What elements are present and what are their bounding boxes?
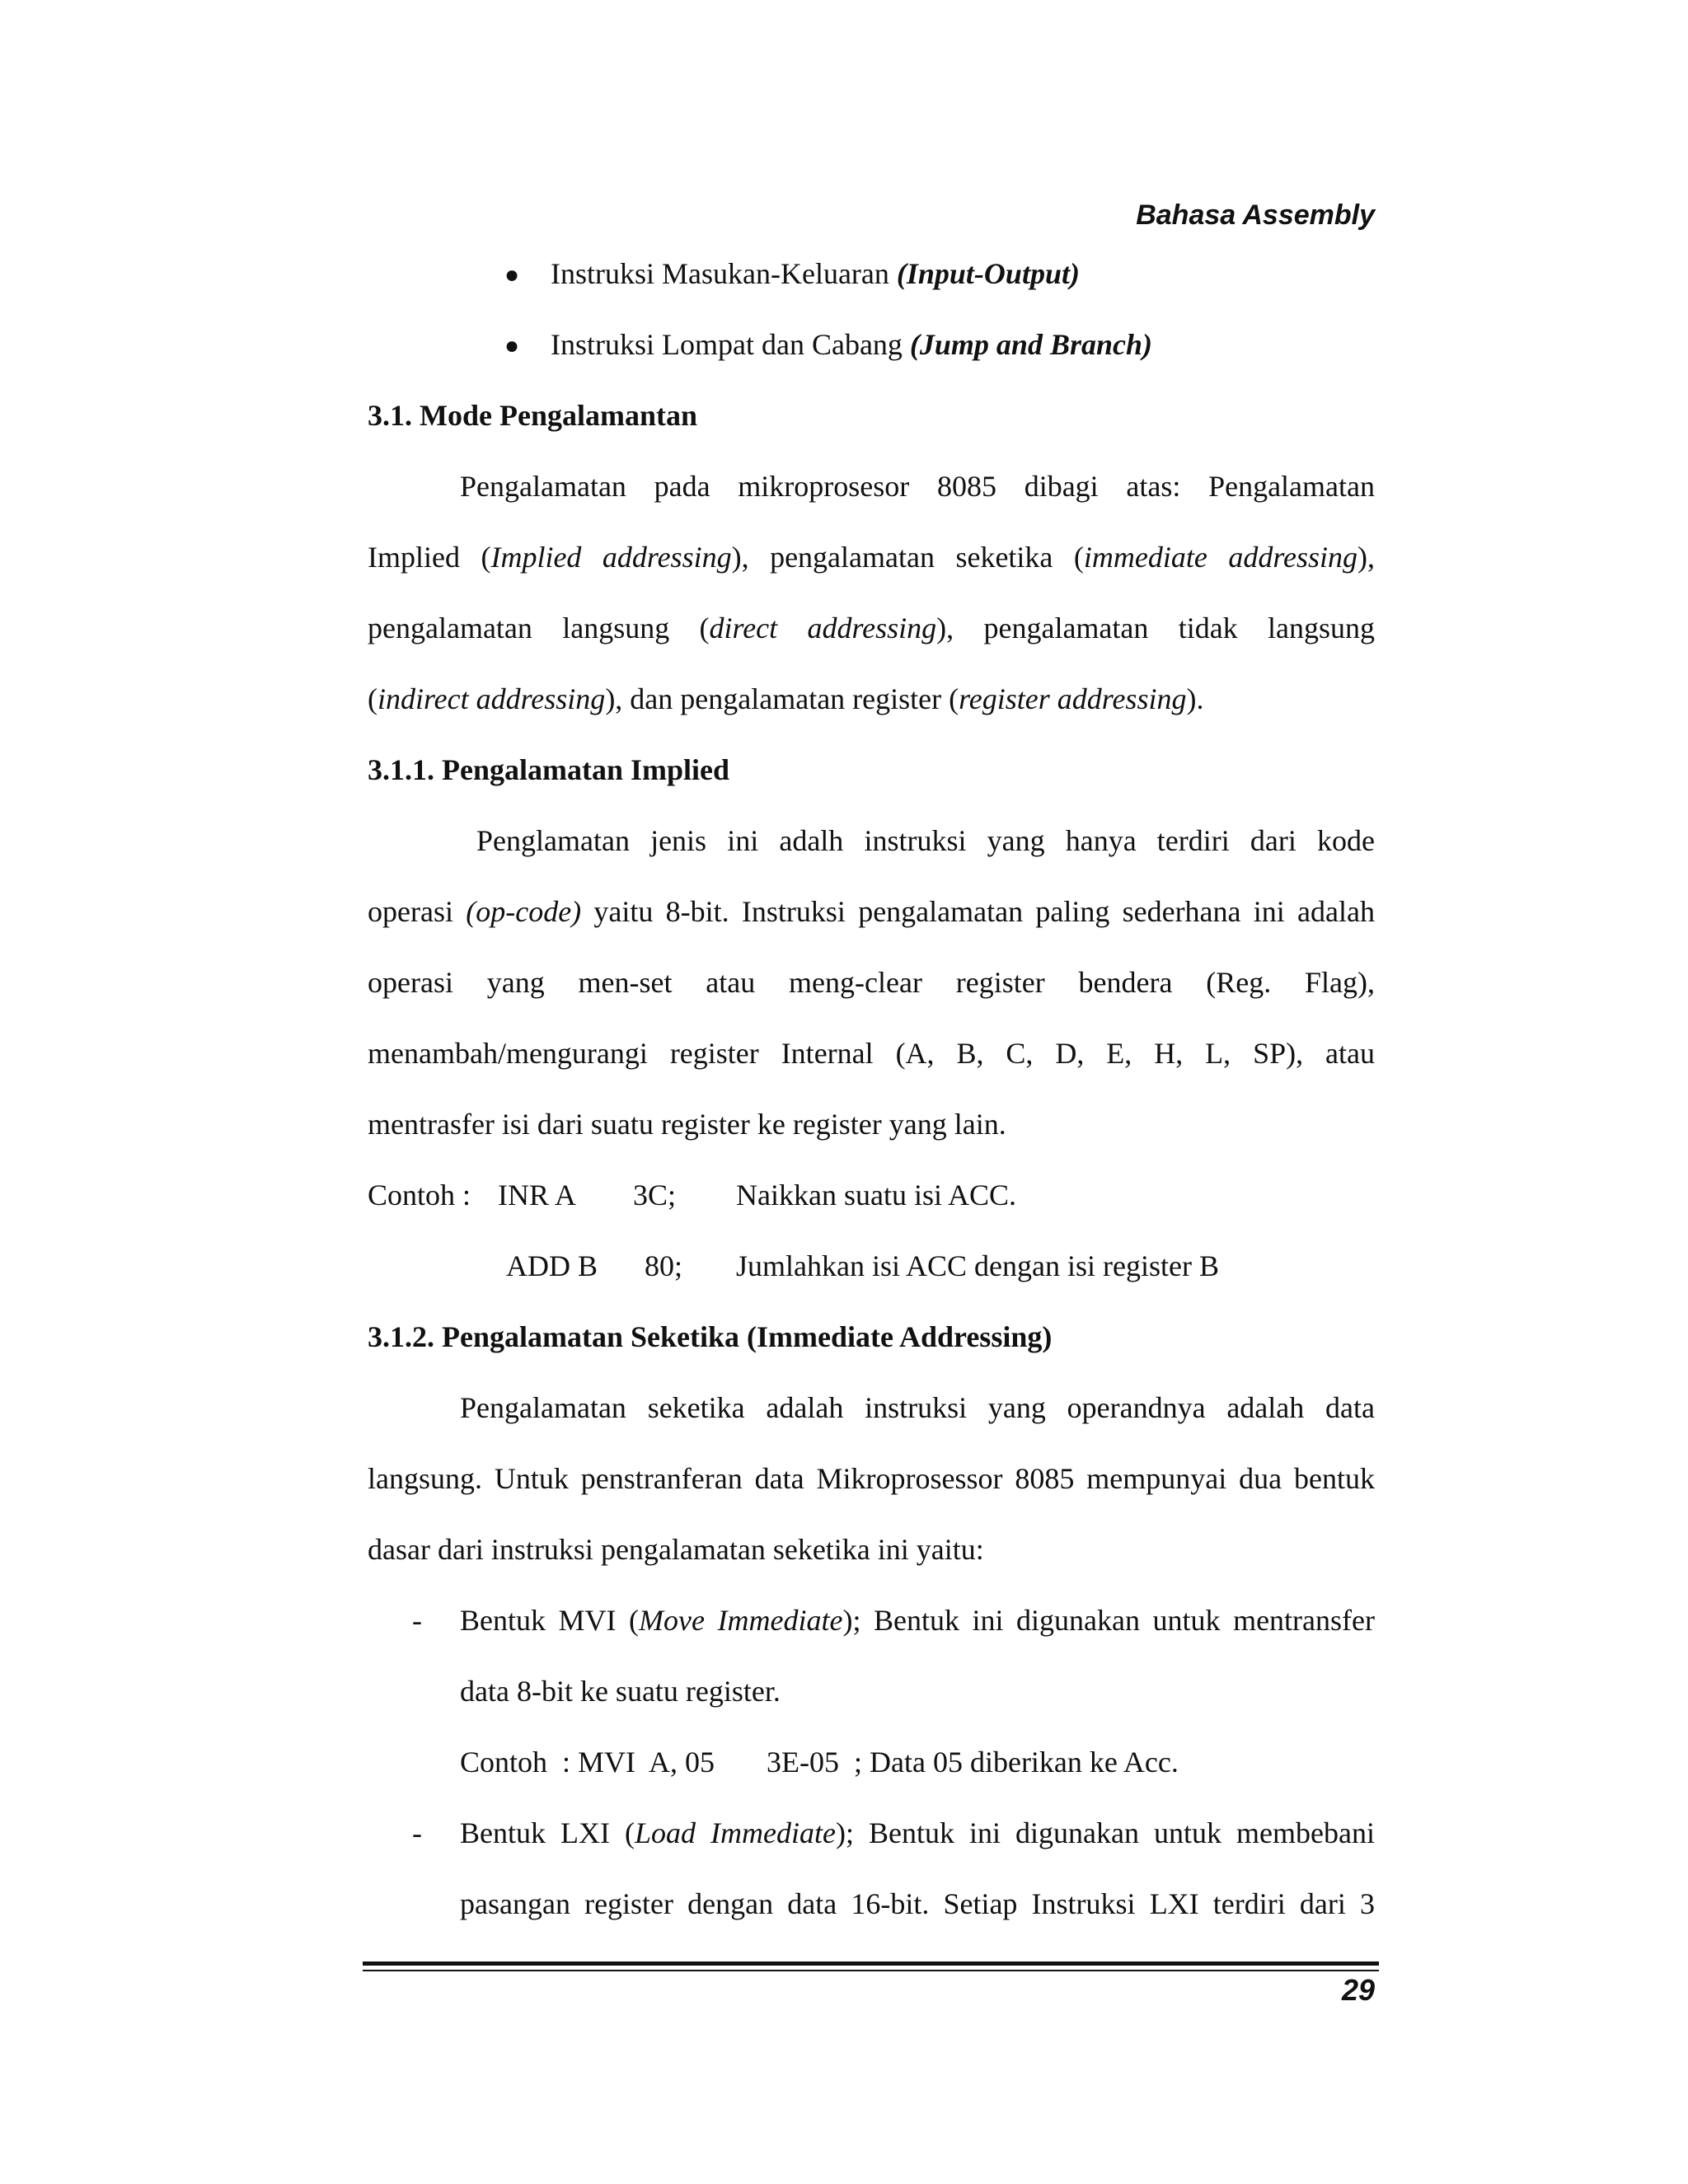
text-span: operasi xyxy=(368,895,467,928)
italic-term: indirect addressing xyxy=(377,682,606,715)
text-span: ), dan pengalamatan register ( xyxy=(605,682,959,715)
example-description: Naikkan suatu isi ACC. xyxy=(736,1179,1016,1212)
section-heading: 3.1.1. Pengalamatan Implied xyxy=(368,753,730,786)
text-span: Bentuk MVI ( xyxy=(460,1604,640,1637)
italic-term: direct addressing xyxy=(709,612,937,644)
italic-term: Move Immediate xyxy=(639,1604,843,1637)
list-item-line: pasangan register dengan data 16-bit. Setiap Instruksi LXI terdiri dari 3 xyxy=(460,1887,1375,1920)
page-number: 29 xyxy=(1341,1973,1375,2007)
paragraph-line: mentrasfer isi dari suatu register ke register yang lain. xyxy=(368,1108,1006,1141)
bullet-icon: ● xyxy=(504,332,520,359)
bullet-emphasis: (Jump and Branch) xyxy=(909,328,1152,361)
example-instruction: ADD B xyxy=(506,1249,598,1282)
footer-rule xyxy=(363,1961,1379,1966)
italic-term: register addressing xyxy=(959,682,1187,715)
bullet-item xyxy=(551,326,1152,363)
text-span: Bentuk LXI ( xyxy=(460,1816,635,1849)
list-item-line xyxy=(460,1815,1375,1851)
text-span: yaitu 8-bit. Instruksi pengalamatan paling sederhana ini adalah xyxy=(581,895,1375,928)
paragraph-line: Penglamatan jenis ini adalh instruksi yang hanya terdiri dari kode xyxy=(476,824,1375,857)
paragraph-line: langsung. Untuk penstranferan data Mikroprosessor 8085 mempunyai dua bentuk xyxy=(368,1462,1375,1495)
text-span: pengalamatan langsung ( xyxy=(368,612,710,644)
text-span: Implied ( xyxy=(368,541,491,574)
italic-term: immediate addressing xyxy=(1083,541,1357,574)
example-opcode: 80; xyxy=(645,1249,683,1282)
bullet-icon: ● xyxy=(504,261,520,288)
example-description: Jumlahkan isi ACC dengan isi register B xyxy=(736,1249,1219,1282)
bullet-text: Instruksi Masukan-Keluaran xyxy=(551,257,897,290)
paragraph-line: dasar dari instruksi pengalamatan seketika ini yaitu: xyxy=(368,1533,984,1566)
list-dash: - xyxy=(412,1604,422,1637)
text-span: ); Bentuk ini digunakan untuk mentransfer xyxy=(842,1604,1375,1637)
italic-term: Implied addressing xyxy=(490,541,732,574)
example-instruction: INR A xyxy=(498,1179,577,1212)
list-item-line: data 8-bit ke suatu register. xyxy=(460,1675,781,1708)
text-span: ). xyxy=(1186,682,1204,715)
bullet-emphasis: (Input-Output) xyxy=(896,257,1080,290)
text-span: ), pengalamatan seketika ( xyxy=(731,541,1084,574)
list-dash: - xyxy=(412,1816,422,1849)
paragraph-line: Pengalamatan seketika adalah instruksi yang operandnya adalah data xyxy=(460,1391,1375,1424)
list-item-example: Contoh : MVI A, 05 3E-05 ; Data 05 diberikan ke Acc. xyxy=(460,1746,1179,1779)
text-span: ), pengalamatan tidak langsung xyxy=(936,612,1375,644)
bullet-text: Instruksi Lompat dan Cabang xyxy=(551,328,910,361)
text-span: ( xyxy=(368,682,377,715)
list-item-line xyxy=(460,1602,1375,1638)
text-span: ), xyxy=(1357,541,1375,574)
text-span: ); Bentuk ini digunakan untuk membebani xyxy=(836,1816,1375,1849)
italic-term: (op-code) xyxy=(466,895,582,928)
section-heading: 3.1. Mode Pengalamantan xyxy=(368,399,697,432)
section-heading: 3.1.2. Pengalamatan Seketika (Immediate Addressing) xyxy=(368,1320,1053,1353)
paragraph-line xyxy=(368,610,1375,646)
paragraph-line: Pengalamatan pada mikroprosesor 8085 dibagi atas: Pengalamatan xyxy=(460,470,1375,503)
example-label: Contoh : xyxy=(368,1179,471,1212)
bullet-item xyxy=(551,255,1080,292)
paragraph-line xyxy=(368,681,1203,717)
paragraph-line: operasi yang men-set atau meng-clear register bendera (Reg. Flag), xyxy=(368,966,1375,999)
example-opcode: 3C; xyxy=(633,1179,677,1212)
running-header: Bahasa Assembly xyxy=(1136,199,1375,231)
paragraph-line: menambah/mengurangi register Internal (A, B, C, D, E, H, L, SP), atau xyxy=(368,1037,1375,1070)
italic-term: Load Immediate xyxy=(635,1816,836,1849)
footer-rule xyxy=(363,1970,1379,1971)
paragraph-line xyxy=(368,539,1375,575)
paragraph-line xyxy=(368,893,1375,930)
